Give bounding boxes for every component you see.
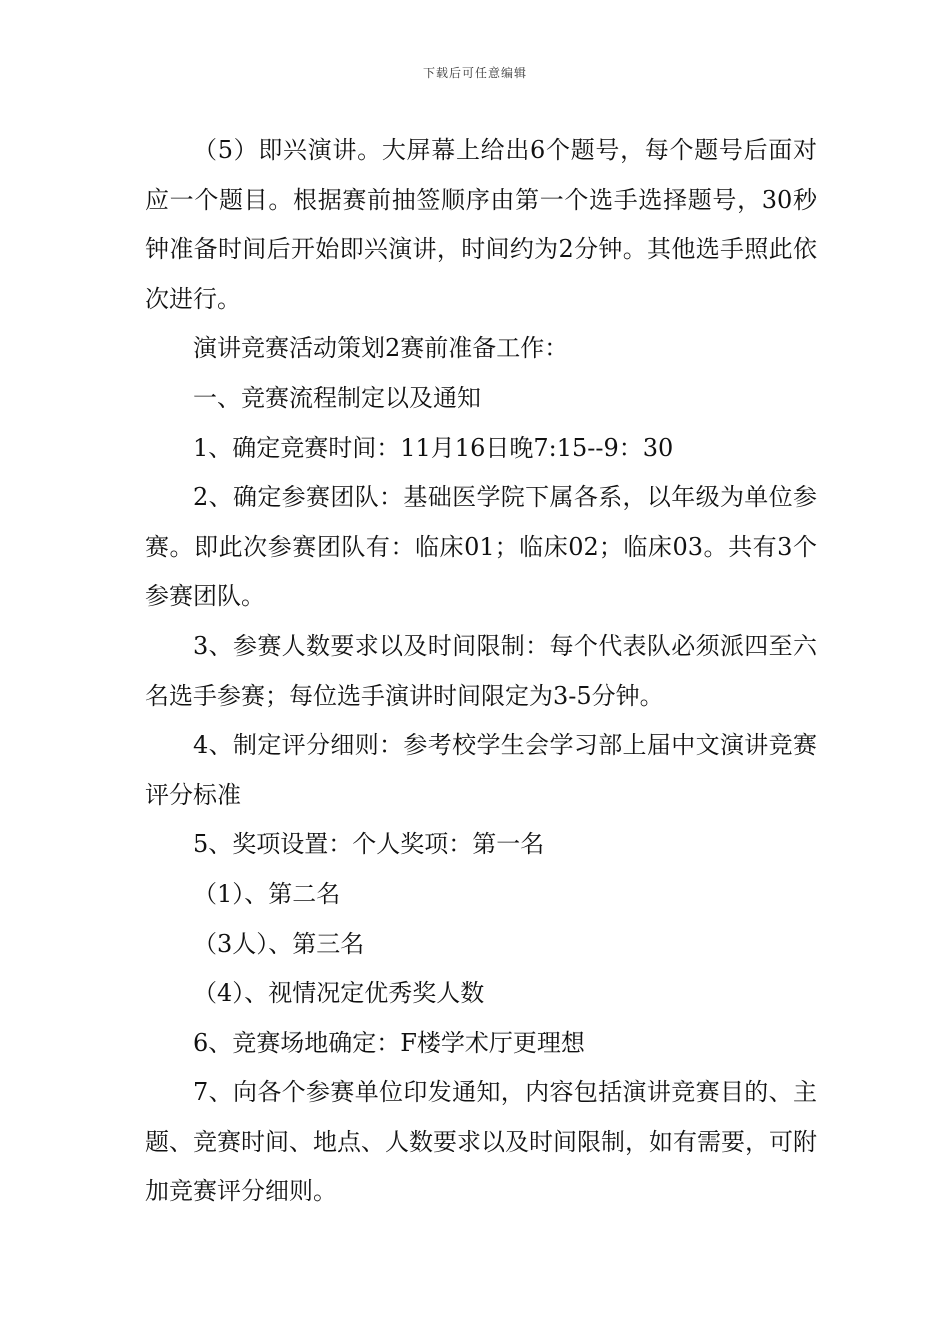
paragraph-item-scoring: 4、制定评分细则：参考校学生会学习部上届中文演讲竞赛评分标准	[145, 731, 817, 809]
paragraph-award-second: （1）、第二名	[193, 879, 341, 908]
paragraph-item-awards: 5、奖项设置：个人奖项：第一名	[193, 830, 545, 859]
paragraph-item-notice: 7、向各个参赛单位印发通知，内容包括演讲竞赛目的、主题、竞赛时间、地点、人数要求以及时间限制，如有需要，可附加竞赛评分细则。	[145, 1078, 817, 1206]
paragraph-award-excellence: （4）、视情况定优秀奖人数	[193, 979, 485, 1008]
page-header: 下载后可任意编辑	[422, 66, 527, 80]
document-body	[145, 126, 817, 1217]
paragraph-item-teams: 2、确定参赛团队：基础医学院下属各系，以年级为单位参赛。即此次参赛团队有：临床01；临床02；临床03。共有3个参赛团队。	[145, 483, 817, 611]
paragraph-section-title: 演讲竞赛活动策划2赛前准备工作：	[193, 334, 569, 363]
paragraph-award-third: （3人）、第三名	[193, 929, 365, 958]
paragraph-item-participants: 3、参赛人数要求以及时间限制：每个代表队必须派四至六名选手参赛；每位选手演讲时间限定为3-5分钟。	[145, 631, 817, 710]
paragraph-impromptu-speech: （5）即兴演讲。大屏幕上给出6个题号，每个题号后面对应一个题目。根据赛前抽签顺序由第一个选手选择题号，30秒钟准备时间后开始即兴演讲，时间约为2分钟。其他选手照此依次进行。	[145, 136, 817, 313]
paragraph-item-venue: 6、竞赛场地确定：F楼学术厅更理想	[193, 1028, 585, 1057]
paragraph-item-time: 1、确定竞赛时间：11月16日晚7:15--9：30	[193, 433, 674, 462]
paragraph-heading-process: 一、竞赛流程制定以及通知	[193, 383, 481, 412]
